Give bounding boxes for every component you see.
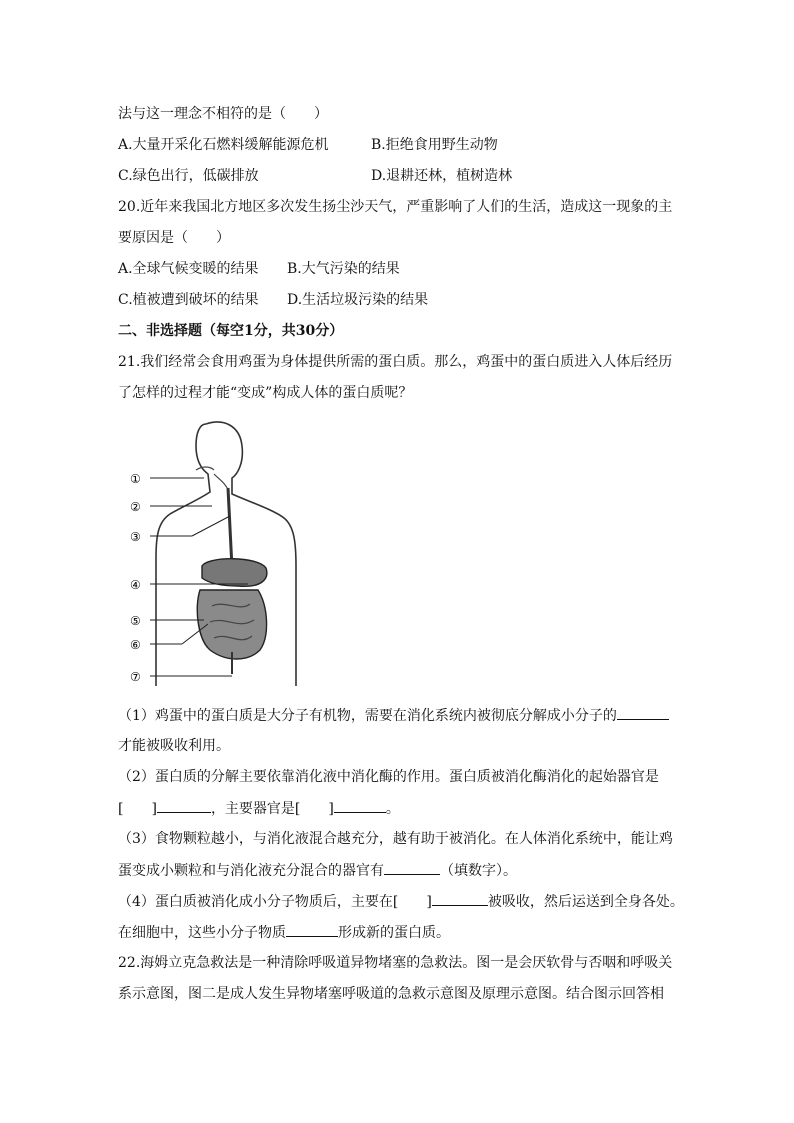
q20-option-c: C.植被遭到破坏的结果 (118, 292, 259, 308)
q19-option-c: C.绿色出行，低碳排放 (118, 168, 259, 184)
q21-part3-start: 蛋变成小颗粒和与消化液充分混合的器官有 (118, 863, 384, 879)
q21-part4-start: （4）蛋白质被消化成小分子物质后，主要在[ ] (118, 894, 432, 910)
label-2: ② (130, 500, 141, 514)
q21-part1-text: （1）鸡蛋中的蛋白质是大分子有机物，需要在消化系统内被彻底分解成小分子的 (118, 708, 617, 724)
q21-part1-line1 (118, 705, 669, 726)
digestive-system-figure (128, 418, 328, 688)
label-7: ⑦ (130, 670, 141, 684)
label-1: ① (130, 472, 141, 486)
digestive-system-diagram (128, 418, 328, 688)
q19-option-a: A.大量开采化石燃料缓解能源危机 (118, 137, 329, 153)
q19-option-d: D.退耕还林，植树造林 (371, 168, 513, 184)
stomach-liver-shape (202, 559, 267, 587)
mouth-shape (196, 467, 214, 470)
q21-part4b-start: 在细胞中，这些小分子物质 (118, 925, 286, 941)
q21-stem-line2: 了怎样的过程才能“变成”构成人体的蛋白质呢？ (118, 385, 413, 401)
q21-part3-end: （填数字）。 (440, 863, 517, 879)
body-outline-left (156, 424, 210, 686)
q21-part1-line2: 才能被吸收利用。 (118, 738, 230, 754)
q20-option-d: D.生活垃圾污染的结果 (287, 292, 429, 308)
q21-part4-end: 被吸收，然后运送到全身各处。 (487, 894, 684, 910)
answer-blank-4[interactable] (384, 860, 440, 875)
label-5: ⑤ (130, 614, 141, 628)
q21-part3-line2 (118, 860, 517, 881)
answer-blank-1[interactable] (617, 705, 669, 720)
section-heading: 二、非选择题（每空1分，共30分） (118, 323, 344, 339)
q20-option-b: B.大气污染的结果 (287, 261, 400, 277)
q19-option-b: B.拒绝食用野生动物 (371, 137, 498, 153)
q22-stem-line1: 22.海姆立克急救法是一种清除呼吸道异物堵塞的急救法。图一是会厌软骨与否咽和呼吸关 (118, 955, 673, 971)
q21-stem-line1: 21.我们经常会食用鸡蛋为身体提供所需的蛋白质。那么，鸡蛋中的蛋白质进入人体后经历 (118, 354, 673, 370)
q21-part2-line1: （2）蛋白质的分解主要依靠消化液中消化酶的作用。蛋白质被消化酶消化的起始器官是 (118, 769, 659, 785)
label-6: ⑥ (130, 638, 141, 652)
esophagus-shape (228, 488, 232, 568)
q21-part4b-end: 形成新的蛋白质。 (338, 925, 450, 941)
q19-stem: 法与这一理念不相符的是（ ） (118, 106, 328, 122)
answer-blank-2[interactable] (157, 798, 211, 813)
bracket-start-organ: [ ] (118, 801, 157, 817)
q21-part2-end: 。 (385, 801, 400, 817)
answer-blank-3[interactable] (334, 798, 386, 813)
answer-blank-5[interactable] (432, 891, 488, 906)
label-3: ③ (130, 530, 141, 544)
q21-part3-line1: （3）食物颗粒越小，与消化液混合越充分，越有助于被消化。在人体消化系统中，能让鸡 (118, 831, 673, 847)
q21-part4-line1 (118, 891, 684, 912)
q20-stem-line2: 要原因是（ ） (118, 230, 230, 246)
pharynx-shape (214, 474, 228, 490)
q20-option-a: A.全球气候变暖的结果 (118, 261, 259, 277)
q22-stem-line2: 系示意图，图二是成人发生异物堵塞呼吸道的急救示意图及原理示意图。结合图示回答相 (118, 986, 664, 1002)
q21-part2-mid: ，主要器官是[ ] (210, 801, 334, 817)
q20-stem-line1: 20.近年来我国北方地区多次发生扬尘沙天气，严重影响了人们的生活，造成这一现象的主 (118, 199, 673, 215)
label-4: ④ (130, 578, 141, 592)
leader-line-3b (192, 516, 230, 536)
q21-part4-line2 (118, 922, 450, 943)
q21-part2-line2 (118, 798, 400, 819)
answer-blank-6[interactable] (286, 922, 338, 937)
